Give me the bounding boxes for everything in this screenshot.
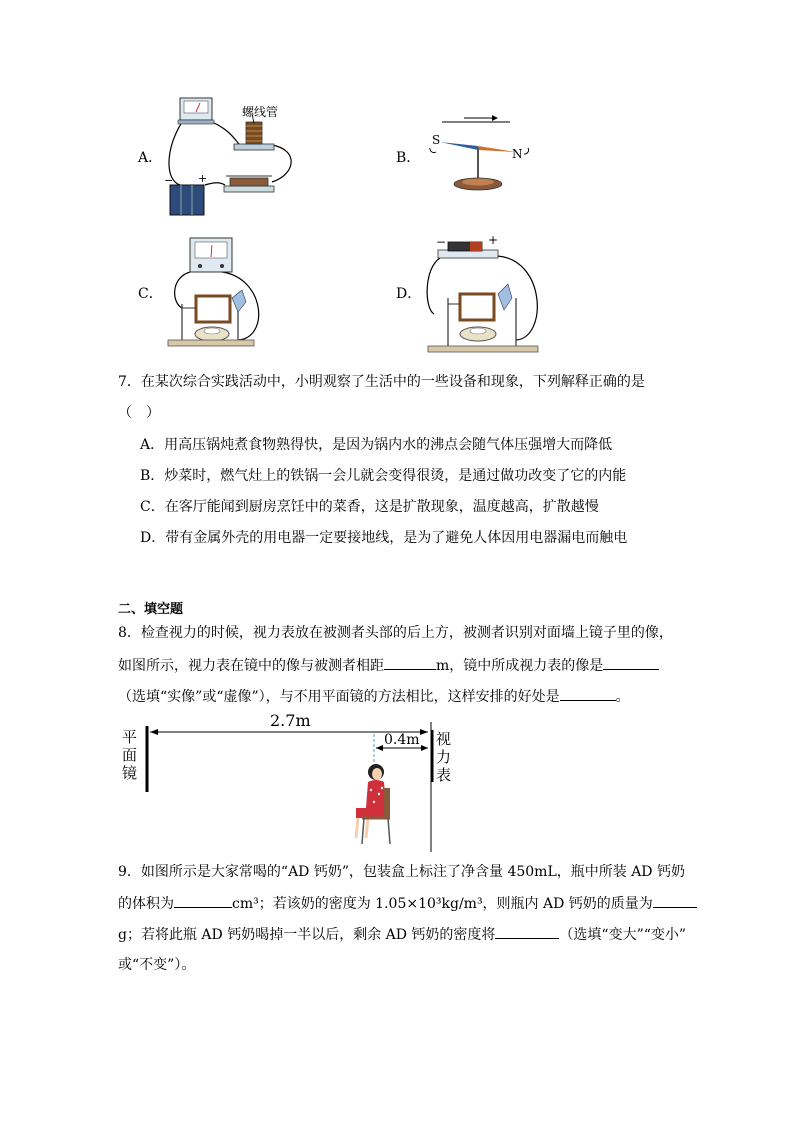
q7-answer-paren: （ ） — [118, 405, 160, 421]
q7-option-b: B．炒菜时，燃气灶上的铁锅一会儿就会变得很烫，是通过做功改变了它的内能 — [140, 468, 627, 484]
compass-s-label: S — [432, 133, 441, 147]
distance-label-2-7m: 2.7m — [270, 712, 311, 730]
q9-blank-1[interactable] — [174, 893, 232, 908]
q7-option-d: D．带有金属外壳的用电器一定要接地线，是为了避免人体因用电器漏电而触电 — [140, 530, 628, 546]
q9-line-3: g；若将此瓶 AD 钙奶喝掉一半以后，剩余 AD 钙奶的密度将 （选填“变大”“变小” — [118, 924, 686, 945]
figure-c-generator-galvanometer — [160, 228, 270, 356]
q8-line-3: （选填“实像”或“虚像”），与不用平面镜的方法相比，这样安排的好处是 。 — [118, 686, 630, 707]
section-title-fill-in: 二、填空题 — [118, 602, 184, 617]
figure-b-compass-needle — [420, 112, 550, 197]
q8-blank-3[interactable] — [560, 686, 616, 701]
q8-blank-2[interactable] — [603, 655, 659, 670]
compass-n-label: N — [512, 147, 523, 161]
option-label-a: A． — [138, 150, 163, 166]
q9-line-1: 9．如图所示是大家常喝的“AD 钙奶”，包装盒上标注了净含量 450mL，瓶中所装 AD 钙奶 — [118, 864, 685, 880]
galvanometer-icon — [178, 98, 214, 124]
option-label-b: B． — [396, 150, 421, 166]
option-label-c: C． — [138, 286, 163, 302]
chart-label-2: 力 — [436, 748, 452, 766]
q7-option-c: C．在客厅能闻到厨房烹饪中的菜香，这是扩散现象，温度越高，扩散越慢 — [140, 499, 599, 515]
q9-line-4: 或“不变”）。 — [118, 957, 196, 973]
mirror-label-1: 平 — [122, 728, 138, 746]
coil-magnet-icon — [168, 290, 254, 346]
q9-blank-2[interactable] — [653, 893, 697, 908]
distance-label-0-4m: 0.4m — [384, 732, 420, 748]
svg-text:−: − — [164, 174, 174, 187]
figure-a-solenoid-circuit — [160, 90, 300, 220]
q8-figure-mirror-eye-chart — [118, 712, 468, 854]
q9-line-2: 的体积为 cm³；若该奶的密度为 1.05×10³kg/m³，则瓶内 AD 钙奶的质量为 — [118, 893, 697, 914]
option-label-d: D． — [396, 286, 422, 302]
mirror-label-2: 面 — [122, 746, 138, 764]
figure-d-motor-battery — [416, 228, 556, 356]
mirror-label-3: 镜 — [122, 764, 138, 782]
solenoid-label: 螺线管 — [242, 105, 279, 119]
q8-line-2: 如图所示，视力表在镜中的像与被测者相距 m，镜中所成视力表的像是 — [118, 655, 659, 676]
rheostat-icon — [224, 176, 274, 192]
svg-text:+: + — [198, 172, 208, 185]
q9-blank-3[interactable] — [495, 924, 559, 939]
coil-magnet-icon — [428, 284, 538, 352]
chart-label-3: 表 — [436, 766, 452, 784]
q8-line-1: 8．检查视力的时候，视力表放在被测者头部的后上方，被测者识别对面墙上镜子里的像， — [118, 625, 673, 641]
galvanometer-icon — [190, 238, 232, 272]
solenoid-icon — [234, 122, 274, 150]
svg-text:−: − — [436, 235, 447, 249]
q8-blank-1[interactable] — [384, 655, 436, 670]
q7-option-a: A．用高压锅炖煮食物熟得快，是因为锅内水的沸点会随气体压强增大而降低 — [140, 437, 613, 453]
q7-stem: 7．在某次综合实践活动中，小明观察了生活中的一些设备和现象，下列解释正确的是 — [118, 374, 645, 390]
battery-icon — [170, 185, 204, 215]
chart-label-1: 视 — [436, 730, 452, 748]
svg-text:+: + — [488, 233, 499, 247]
seated-person-icon — [356, 764, 390, 844]
